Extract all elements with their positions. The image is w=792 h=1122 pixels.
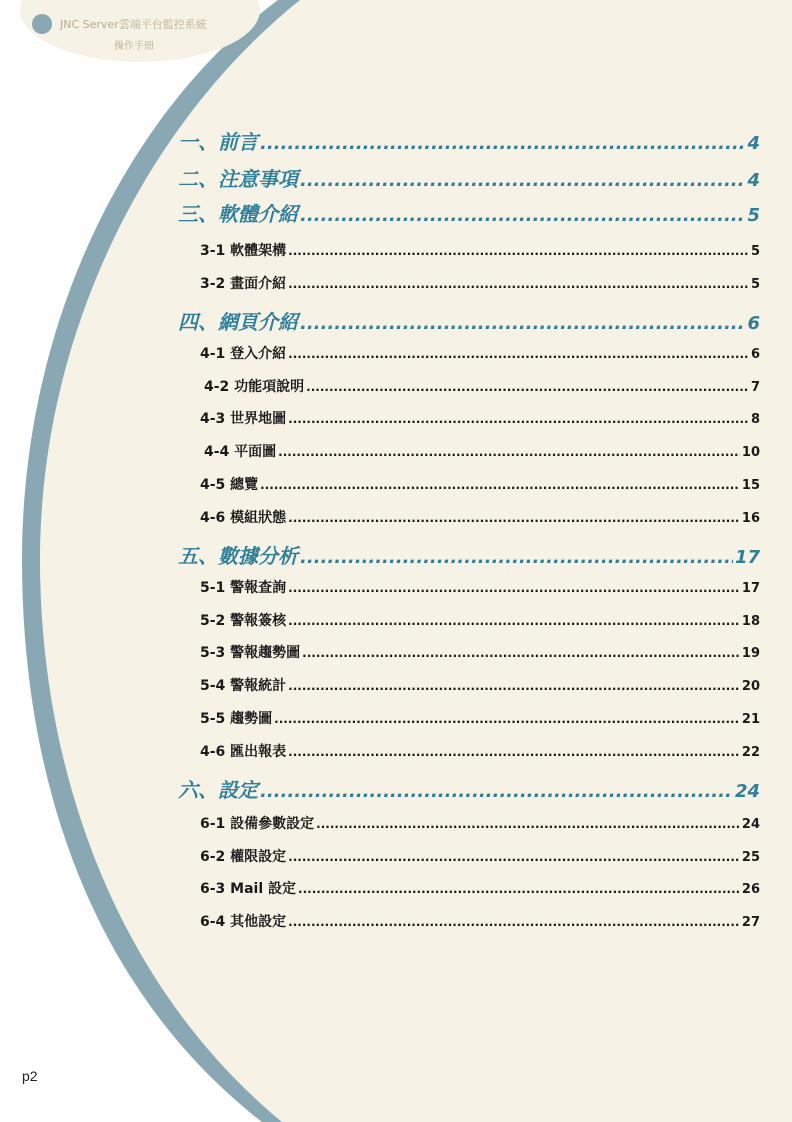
- toc-entry-page: 8: [750, 412, 760, 427]
- toc-entry-label: 四、網頁介紹: [178, 310, 298, 334]
- toc-entry-page: 5: [747, 205, 760, 226]
- header-title: JNC Server雲端平台監控系統: [60, 18, 207, 31]
- toc-entry-page: 19: [741, 646, 760, 661]
- toc-leader-dots: [288, 915, 740, 929]
- toc-entry-label: 6-2 權限設定: [200, 849, 287, 865]
- toc-leader-dots: [288, 614, 740, 628]
- toc-leader-dots: [288, 745, 740, 759]
- toc-leader-dots: [300, 313, 745, 334]
- toc-entry-label: 5-5 趨勢圖: [200, 711, 273, 727]
- toc-leader-dots: [288, 277, 749, 291]
- toc-entry-page: 21: [741, 712, 760, 727]
- toc-entry-page: 10: [741, 445, 760, 460]
- toc-entry-page: 26: [741, 882, 760, 897]
- toc-leader-dots: [260, 478, 740, 492]
- toc-entry-label: 6-1 設備參數設定: [200, 816, 315, 832]
- toc-leader-dots: [316, 817, 740, 831]
- toc-entry-label: 六、設定: [178, 778, 258, 802]
- page-number: p2: [22, 1068, 38, 1084]
- toc-chapter-entry[interactable]: [178, 540, 760, 569]
- toc-section-entry[interactable]: [200, 741, 760, 761]
- toc-leader-dots: [288, 850, 740, 864]
- toc-entry-page: 17: [734, 547, 760, 568]
- toc-leader-dots: [288, 511, 740, 525]
- toc-section-entry[interactable]: [200, 878, 760, 898]
- toc-section-entry[interactable]: [200, 610, 760, 630]
- toc-entry-page: 5: [750, 277, 760, 292]
- toc-section-entry[interactable]: [200, 642, 760, 662]
- toc-entry-page: 16: [741, 511, 760, 526]
- toc-entry-page: 6: [747, 313, 760, 334]
- toc-entry-label: 3-2 畫面介紹: [200, 276, 287, 292]
- toc-chapter-entry[interactable]: [178, 774, 760, 803]
- toc-entry-page: 7: [750, 380, 760, 395]
- toc-section-entry[interactable]: [200, 708, 760, 728]
- toc-leader-dots: [300, 205, 745, 226]
- toc-section-entry[interactable]: [200, 846, 760, 866]
- toc-entry-page: 20: [741, 679, 760, 694]
- toc-entry-page: 18: [741, 614, 760, 629]
- toc-leader-dots: [288, 679, 740, 693]
- toc-leader-dots: [288, 347, 749, 361]
- toc-leader-dots: [306, 380, 749, 394]
- toc-entry-label: 一、前言: [178, 130, 258, 154]
- toc-section-entry[interactable]: [200, 408, 760, 428]
- toc-entry-label: 5-2 警報簽核: [200, 613, 287, 629]
- toc-entry-page: 6: [750, 347, 760, 362]
- toc-leader-dots: [298, 882, 740, 896]
- toc-entry-label: 4-2 功能項說明: [204, 379, 305, 395]
- toc-entry-page: 22: [741, 745, 760, 760]
- toc-leader-dots: [288, 412, 749, 426]
- toc-section-entry[interactable]: [200, 343, 760, 363]
- toc-entry-label: 4-3 世界地圖: [200, 411, 287, 427]
- toc-entry-page: 5: [750, 244, 760, 259]
- toc-leader-dots: [302, 646, 740, 660]
- toc-leader-dots: [288, 244, 749, 258]
- toc-leader-dots: [278, 445, 740, 459]
- toc-section-entry[interactable]: [200, 675, 760, 695]
- toc-entry-label: 5-1 警報查詢: [200, 580, 287, 596]
- toc-section-entry[interactable]: [204, 376, 760, 396]
- toc-entry-label: 3-1 軟體架構: [200, 243, 287, 259]
- header-subtitle: 操作手冊: [114, 41, 154, 52]
- toc-entry-label: 6-4 其他設定: [200, 914, 287, 930]
- toc-section-entry[interactable]: [200, 507, 760, 527]
- toc-leader-dots: [300, 170, 745, 191]
- toc-entry-label: 4-4 平面圖: [204, 444, 277, 460]
- toc-entry-page: 24: [734, 781, 760, 802]
- toc-entry-page: 4: [747, 170, 760, 191]
- toc-entry-page: 4: [747, 133, 760, 154]
- toc-entry-label: 三、軟體介紹: [178, 202, 298, 226]
- toc-entry-label: 4-5 總覽: [200, 477, 259, 493]
- toc-entry-page: 15: [741, 478, 760, 493]
- toc-leader-dots: [260, 781, 733, 802]
- toc-section-entry[interactable]: [200, 813, 760, 833]
- toc-leader-dots: [260, 133, 745, 154]
- toc-section-entry[interactable]: [204, 441, 760, 461]
- toc-chapter-entry[interactable]: [178, 163, 760, 192]
- toc-section-entry[interactable]: [200, 577, 760, 597]
- toc-entry-label: 二、注意事項: [178, 167, 298, 191]
- toc-entry-label: 4-6 模組狀態: [200, 510, 287, 526]
- toc-entry-page: 17: [741, 581, 760, 596]
- toc-section-entry[interactable]: [200, 474, 760, 494]
- toc-chapter-entry[interactable]: [178, 306, 760, 335]
- toc-entry-label: 6-3 Mail 設定: [200, 881, 297, 897]
- toc-chapter-entry[interactable]: [178, 126, 760, 155]
- toc-entry-page: 24: [741, 817, 760, 832]
- toc-leader-dots: [300, 547, 733, 568]
- toc-entry-label: 4-1 登入介紹: [200, 346, 287, 362]
- toc-section-entry[interactable]: [200, 273, 760, 293]
- toc-entry-page: 25: [741, 850, 760, 865]
- toc-entry-label: 4-6 匯出報表: [200, 744, 287, 760]
- toc-leader-dots: [288, 581, 740, 595]
- toc-entry-label: 五、數據分析: [178, 544, 298, 568]
- toc-entry-page: 27: [741, 915, 760, 930]
- toc-entry-label: 5-4 警報統計: [200, 678, 287, 694]
- toc-entry-label: 5-3 警報趨勢圖: [200, 645, 301, 661]
- toc-section-entry[interactable]: [200, 240, 760, 260]
- toc-leader-dots: [274, 712, 740, 726]
- toc-chapter-entry[interactable]: [178, 198, 760, 227]
- toc-section-entry[interactable]: [200, 911, 760, 931]
